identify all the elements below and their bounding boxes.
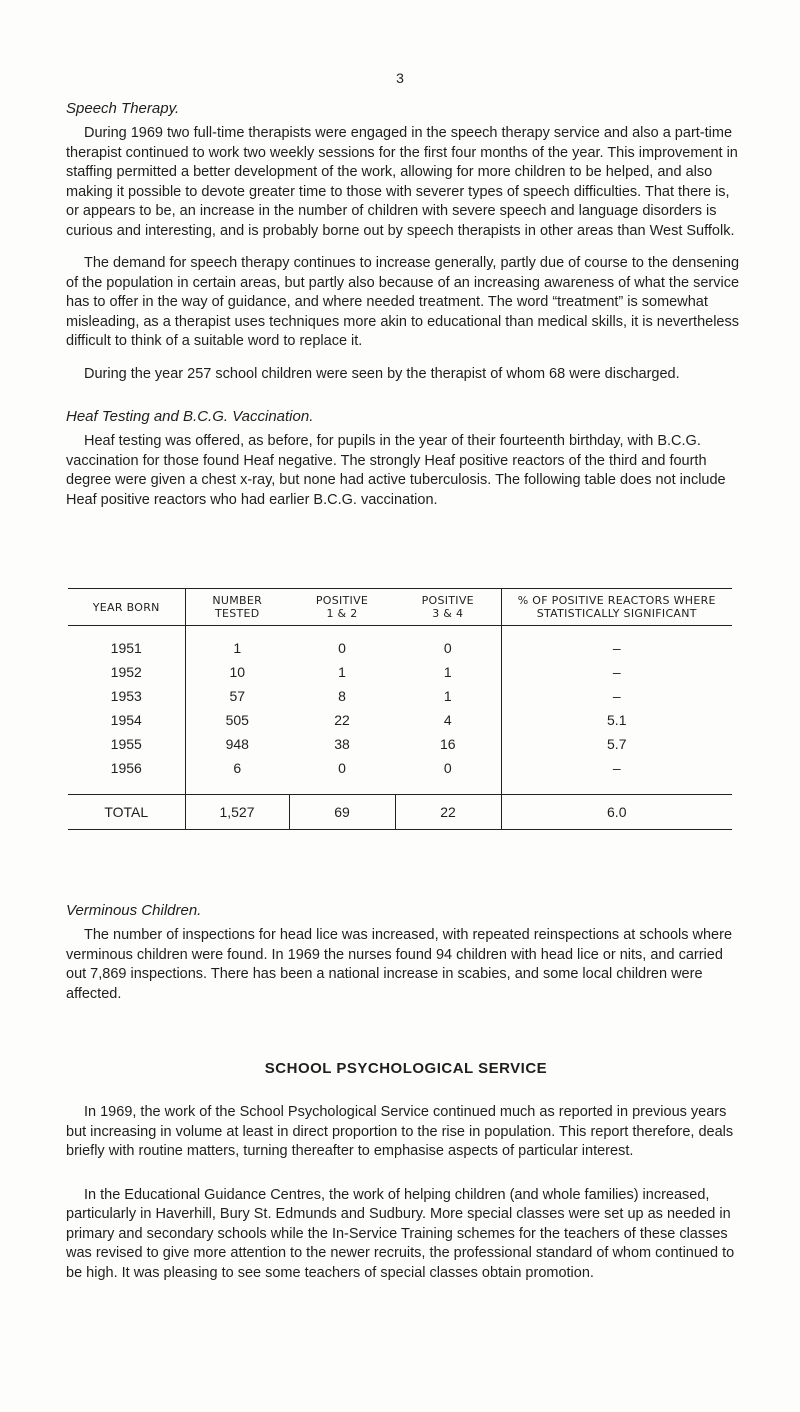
cell-tested: 10: [185, 660, 289, 684]
cell-year: 1954: [110, 712, 142, 728]
speech-therapy-heading: Speech Therapy.: [66, 100, 180, 117]
table-row: [68, 732, 732, 756]
table-row: [68, 684, 732, 708]
psychological-paragraph-1: In 1969, the work of the School Psychological Service continued much as reported in previous years but increasing in volume at least in direct proportion to the rise in population. This report therefore, deals briefly with routine matters, turning thereafter to emphasise aspects of particular interest.: [66, 1104, 734, 1159]
table-row: [68, 660, 732, 684]
psychological-service-title: SCHOOL PSYCHOLOGICAL SERVICE: [264, 1060, 548, 1077]
table-row: [68, 756, 732, 795]
total-tested: 1,527: [185, 795, 289, 830]
cell-positive-1-2: 38: [334, 736, 350, 752]
cell-positive-3-4: 16: [439, 736, 456, 752]
bottom-text-block: [66, 902, 746, 1283]
cell-percent: –: [501, 660, 732, 684]
cell-year: 1952: [110, 664, 142, 680]
cell-percent: 5.7: [501, 732, 732, 756]
cell-tested: 57: [185, 684, 289, 708]
cell-year: 1956: [110, 760, 142, 776]
heaf-results-table: [68, 588, 732, 830]
header-percent-significant: % OF POSITIVE REACTORS WHERE STATISTICALLY SIGNIFICANT: [501, 589, 732, 626]
speech-therapy-paragraph-3: During the year 257 school children were seen by the therapist of whom 68 were discharged.: [84, 365, 680, 382]
total-positive-3-4: 22: [395, 795, 501, 830]
speech-therapy-paragraph-1: During 1969 two full-time therapists were engaged in the speech therapy service and also a part-time therapist continued to work two weekly sessions for the first four months of the year. This improvement in staffing permitted a better development of the work, allowing for more children to be helped, and also making it possible to devote greater time to those with severer types of speech difficulties. That there is, or appears to be, an increase in the number of children with severe speech and language disorders is curious and interesting, and is probably borne out by speech therapists in other areas than West Suffolk.: [66, 125, 738, 239]
total-label: TOTAL: [68, 795, 185, 830]
cell-positive-3-4: 1: [443, 664, 452, 680]
cell-positive-1-2: 1: [338, 664, 346, 680]
cell-percent: –: [501, 756, 732, 795]
cell-year: 1953: [110, 688, 142, 704]
psychological-paragraph-2: In the Educational Guidance Centres, the work of helping children (and whole families) increased, particularly in Haverhill, Bury St. Edmunds and Sudbury. More special classes were set up as needed in primary and secondary schools while the In-Service Training schemes for the teachers of these classes was revised to give more attention to the newer recruits, the professional standard of whom continued to be high. It was pleasing to see some teachers of special classes obtain promotion.: [66, 1186, 735, 1281]
cell-percent: –: [501, 626, 732, 661]
table-total-row: [68, 795, 732, 830]
table-row: [68, 708, 732, 732]
table-row: [68, 626, 732, 661]
cell-positive-3-4: 1: [443, 688, 452, 704]
cell-year: 1955: [110, 736, 142, 752]
speech-therapy-paragraph-2: The demand for speech therapy continues to increase generally, partly due of course to the densening of the population in certain areas, but partly also because of an increasing awareness of what the service has to offer in the way of guidance, and where needed treatment. The word “treatment” is somewhat misleading, as a therapist uses techniques more akin to educational than medical skills, it is nevertheless difficult to think of a suitable word to replace it.: [66, 255, 740, 349]
cell-positive-1-2: 0: [338, 640, 346, 656]
total-percent: 6.0: [501, 795, 732, 830]
cell-positive-3-4: 0: [443, 760, 452, 776]
header-year-born: YEAR BORN: [68, 589, 185, 626]
cell-year: 1951: [110, 640, 142, 656]
cell-percent: 5.1: [501, 708, 732, 732]
top-text-block: [66, 100, 746, 510]
verminous-paragraph: The number of inspections for head lice was increased, with repeated reinspections at schools where verminous children were found. In 1969 the nurses found 94 children with head lice or nits, and carried out 7,869 inspections. There has been a national increase in scabies, and some local children were affected.: [66, 927, 733, 1002]
cell-tested: 6: [185, 756, 289, 795]
cell-positive-1-2: 22: [334, 712, 350, 728]
heaf-testing-paragraph: Heaf testing was offered, as before, for pupils in the year of their fourteenth birthday, with B.C.G. vaccination for those found Heaf negative. The strongly Heaf positive reactors of the third and fourth degree were given a chest x-ray, but none had active tuberculosis. The following table does not include Heaf positive reactors who had earlier B.C.G. vaccination.: [66, 433, 726, 508]
cell-positive-1-2: 8: [338, 688, 346, 704]
table-header-row: [68, 589, 732, 626]
cell-positive-3-4: 4: [443, 712, 452, 728]
header-number-tested: NUMBER TESTED: [185, 589, 289, 626]
verminous-heading: Verminous Children.: [66, 902, 202, 919]
cell-percent: –: [501, 684, 732, 708]
cell-positive-3-4: 0: [443, 640, 452, 656]
cell-tested: 1: [185, 626, 289, 661]
total-positive-1-2: 69: [289, 795, 395, 830]
cell-positive-1-2: 0: [338, 760, 346, 776]
header-positive-3-4: POSITIVE 3 & 4: [395, 589, 501, 626]
page-number: 3: [396, 70, 404, 86]
header-positive-1-2: POSITIVE 1 & 2: [289, 589, 395, 626]
cell-tested: 948: [185, 732, 289, 756]
heaf-testing-heading: Heaf Testing and B.C.G. Vaccination.: [66, 408, 314, 425]
cell-tested: 505: [185, 708, 289, 732]
